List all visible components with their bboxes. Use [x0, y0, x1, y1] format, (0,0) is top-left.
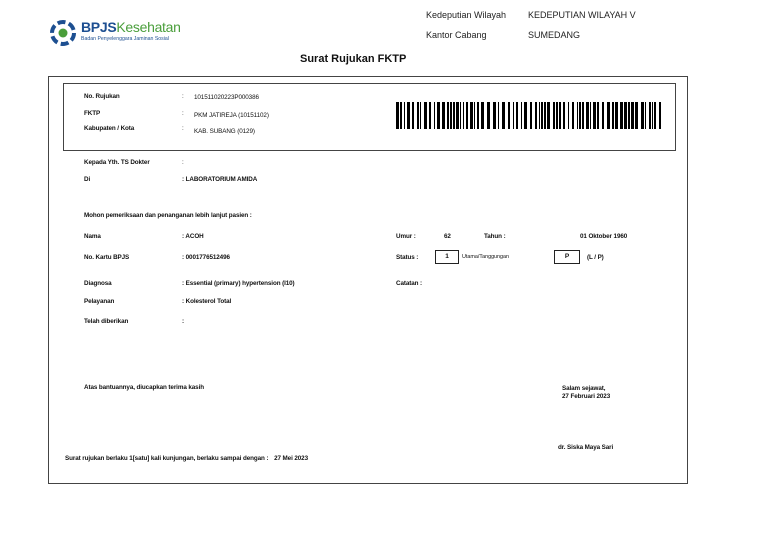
- colon: :: [182, 159, 184, 166]
- colon: :: [182, 93, 184, 100]
- tahun-label: Tahun :: [484, 233, 506, 240]
- status-label: Status :: [396, 254, 419, 261]
- colon: :: [182, 110, 184, 117]
- di-value: LABORATORIUM AMIDA: [185, 176, 258, 183]
- page-title: Surat Rujukan FKTP: [300, 53, 407, 65]
- thanks-text: Atas bantuannya, diucapkan terima kasih: [84, 384, 204, 391]
- pelayanan-value: Kolesterol Total: [185, 298, 232, 305]
- no-rujukan-value: 101511020223P000386: [194, 94, 259, 101]
- kartu-label: No. Kartu BPJS: [84, 254, 130, 261]
- sex-box: P: [554, 250, 580, 264]
- colon: :: [182, 125, 184, 132]
- status-box: 1: [435, 250, 459, 264]
- bpjs-logo: [50, 19, 190, 47]
- kantor-label: Kantor Cabang: [426, 30, 487, 40]
- fktp-value: PKM JATIREJA (10151102): [194, 112, 269, 119]
- nama-value: ACOH: [185, 233, 204, 240]
- brand-bpjs: BPJS: [81, 19, 117, 35]
- validity-text: Surat rujukan berlaku 1[satu] kali kunjungan, berlaku sampai dengan :: [65, 455, 269, 462]
- nama-label: Nama: [84, 233, 101, 240]
- no-rujukan-label: No. Rujukan: [84, 93, 120, 100]
- di-label: Di: [84, 176, 91, 183]
- barcode-bar: [659, 102, 661, 129]
- fktp-label: FKTP: [84, 110, 101, 117]
- umur-label: Umur :: [396, 233, 416, 240]
- telah-label: Telah diberikan: [84, 318, 129, 325]
- tahun-value: 01 Oktober 1960: [580, 233, 628, 240]
- deputi-value: KEDEPUTIAN WILAYAH V: [528, 10, 636, 20]
- deputi-label: Kedeputian Wilayah: [426, 10, 507, 20]
- brand-subtitle: Badan Penyelenggara Jaminan Sosial: [81, 36, 169, 42]
- salam-text: Salam sejawat,: [562, 385, 606, 392]
- kartu-value: 0001776512496: [185, 254, 230, 261]
- kepada-label: Kepada Yth. TS Dokter: [84, 159, 150, 166]
- bpjs-emblem-icon: [50, 20, 76, 46]
- diagnosa-label: Diagnosa: [84, 280, 112, 287]
- sex-desc: (L / P): [587, 254, 604, 261]
- doctor-name: dr. Siska Maya Sari: [558, 444, 614, 451]
- brand-kesehatan: Kesehatan: [116, 19, 181, 35]
- catatan-label: Catatan :: [396, 280, 423, 287]
- validity-date: 27 Mei 2023: [274, 455, 308, 462]
- request-text: Mohon pemeriksaan dan penanganan lebih lanjut pasien :: [84, 212, 252, 219]
- kantor-value: SUMEDANG: [528, 30, 581, 40]
- rujukan-barcode: [396, 102, 662, 129]
- status-desc: Utama/Tanggungan: [462, 254, 510, 260]
- diagnosa-value: Essential (primary) hypertension (I10): [185, 280, 295, 287]
- kabupaten-value: KAB. SUBANG (0129): [194, 128, 255, 135]
- kabupaten-label: Kabupaten / Kota: [84, 125, 135, 132]
- letter-date: 27 Februari 2023: [562, 393, 611, 400]
- pelayanan-label: Pelayanan: [84, 298, 115, 305]
- umur-value: 62: [444, 233, 451, 240]
